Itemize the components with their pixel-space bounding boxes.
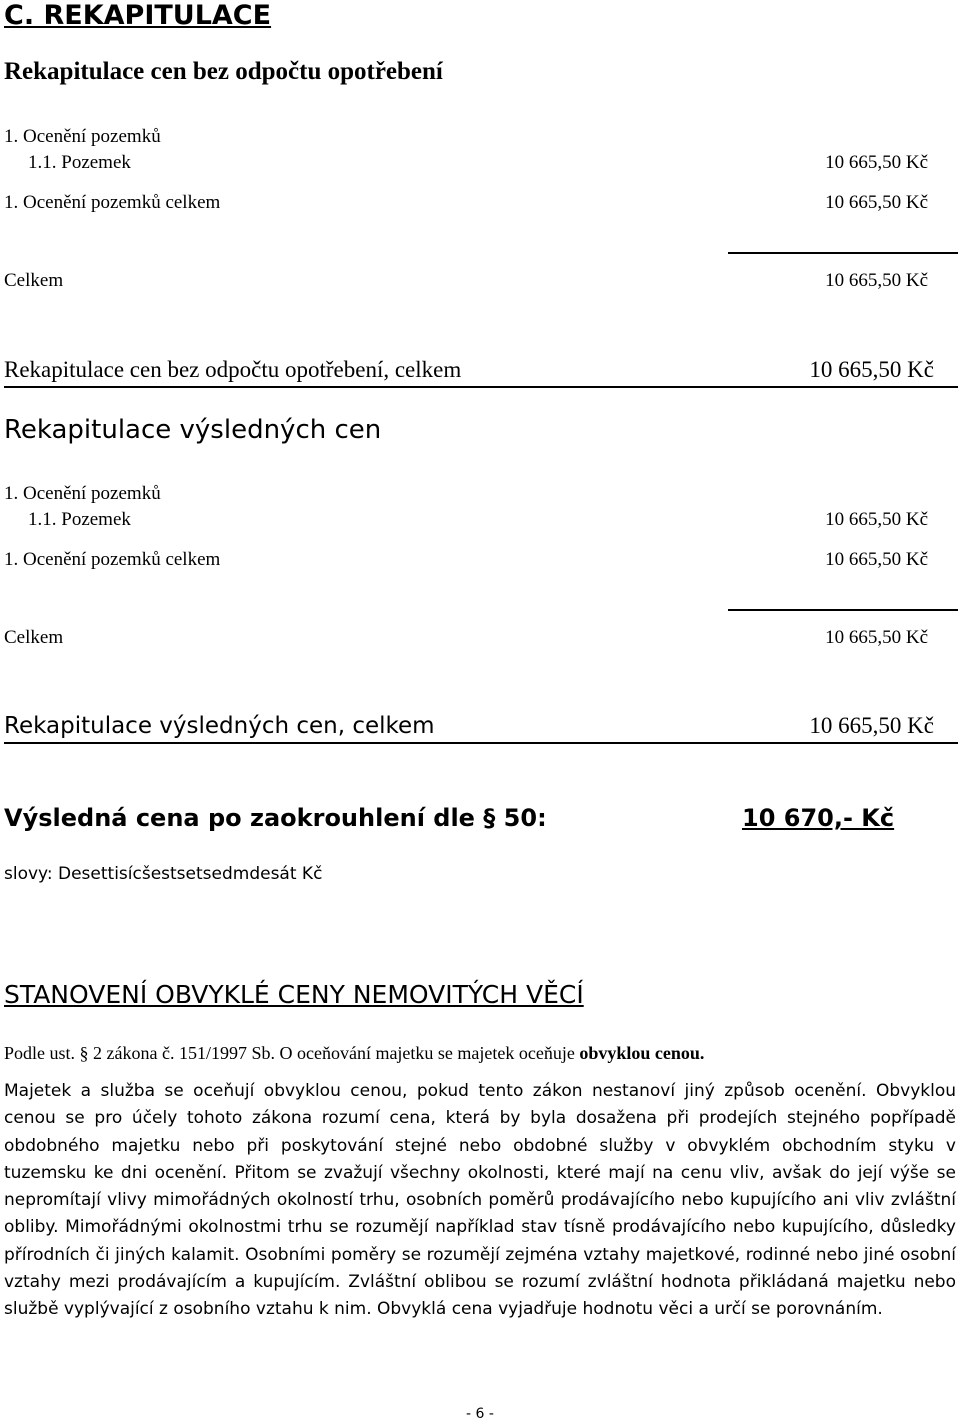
section1-total-label: Rekapitulace cen bez odpočtu opotřebení, celkem [4, 357, 462, 382]
section2-celkem-value: 10 665,50 Kč [825, 627, 928, 648]
section1-group-label: 1. Ocenění pozemků [4, 126, 161, 147]
section2-total-label: Rekapitulace výsledných cen, celkem [4, 713, 435, 739]
section2-celkem-label: Celkem [4, 627, 64, 648]
final-price-value: 10 670,- Kč [742, 804, 895, 832]
section1-celkem-value: 10 665,50 Kč [825, 270, 928, 291]
section1-total-rule [4, 386, 958, 388]
page-number: - 6 - [466, 1406, 494, 1422]
section2-group-total-label: 1. Ocenění pozemků celkem [4, 549, 221, 570]
stanoveni-paragraph: Majetek a služba se oceňují obvyklou cenou, pokud tento zákon nestanoví jiný způsob ocenění. Obvyklou cenou se pro účely tohoto zákona rozumí cena, která by byla dosažena při prodejích stejného popřípadě obdobného majetku nebo při poskytování stejné nebo obdobné služby v obvyklém obchodním styku v tuzemsku ke dni ocenění. Přitom se zvažují všechny okolnosti, které mají na cenu vliv, avšak do její výše se nepromítají vlivy mimořádných okolností trhu, osobních poměrů prodávajícího nebo kupujícího ani vliv zvláštní obliby. Mimořádnými okolnostmi trhu se rozumějí například stav tísně prodávajícího nebo kupujícího, důsledky přírodních či jiných kalamit. Osobními poměry se rozumějí zejména vztahy majetkové, rodinné nebo jiné osobní vztahy mezi prodávajícím a kupujícím. Zvláštní oblibou se rozumí zvláštní hodnota přikládaná majetku nebo službě vyplývající z osobního vztahu k nim. Obvyklá cena vyjadřuje hodnotu věci a určí se porovnáním. [4, 1081, 956, 1320]
section2-title: Rekapitulace výsledných cen [4, 415, 382, 445]
main-heading: C. REKAPITULACE [4, 0, 272, 31]
section1-title: Rekapitulace cen bez odpočtu opotřebení [4, 58, 443, 85]
section2-total-value: 10 665,50 Kč [809, 713, 934, 738]
stanoveni-intro-bold: obvyklou cenou. [579, 1043, 705, 1063]
section2-total-rule [4, 742, 958, 744]
section1-total-value: 10 665,50 Kč [809, 357, 934, 382]
section2-sum-rule [728, 609, 958, 611]
section1-celkem-label: Celkem [4, 270, 64, 291]
stanoveni-heading: STANOVENÍ OBVYKLÉ CENY NEMOVITÝCH VĚCÍ [4, 980, 584, 1009]
section2-group-total-value: 10 665,50 Kč [825, 549, 928, 570]
final-price-words: slovy: Desettisícšestsetsedmdesát Kč [4, 864, 323, 884]
final-price-label: Výsledná cena po zaokrouhlení dle § 50: [4, 804, 547, 832]
section1-item-value: 10 665,50 Kč [825, 152, 928, 173]
section2-item-value: 10 665,50 Kč [825, 509, 928, 530]
section2-item-label: 1.1. Pozemek [28, 509, 131, 530]
stanoveni-intro-text: Podle ust. § 2 zákona č. 151/1997 Sb. O oceňování majetku se majetek oceňuje [4, 1043, 580, 1063]
section1-group-total-value: 10 665,50 Kč [825, 192, 928, 213]
section1-item-label: 1.1. Pozemek [28, 152, 131, 173]
stanoveni-intro [4, 1043, 704, 1064]
section1-sum-rule [728, 252, 958, 254]
section1-group-total-label: 1. Ocenění pozemků celkem [4, 192, 221, 213]
section2-group-label: 1. Ocenění pozemků [4, 483, 161, 504]
